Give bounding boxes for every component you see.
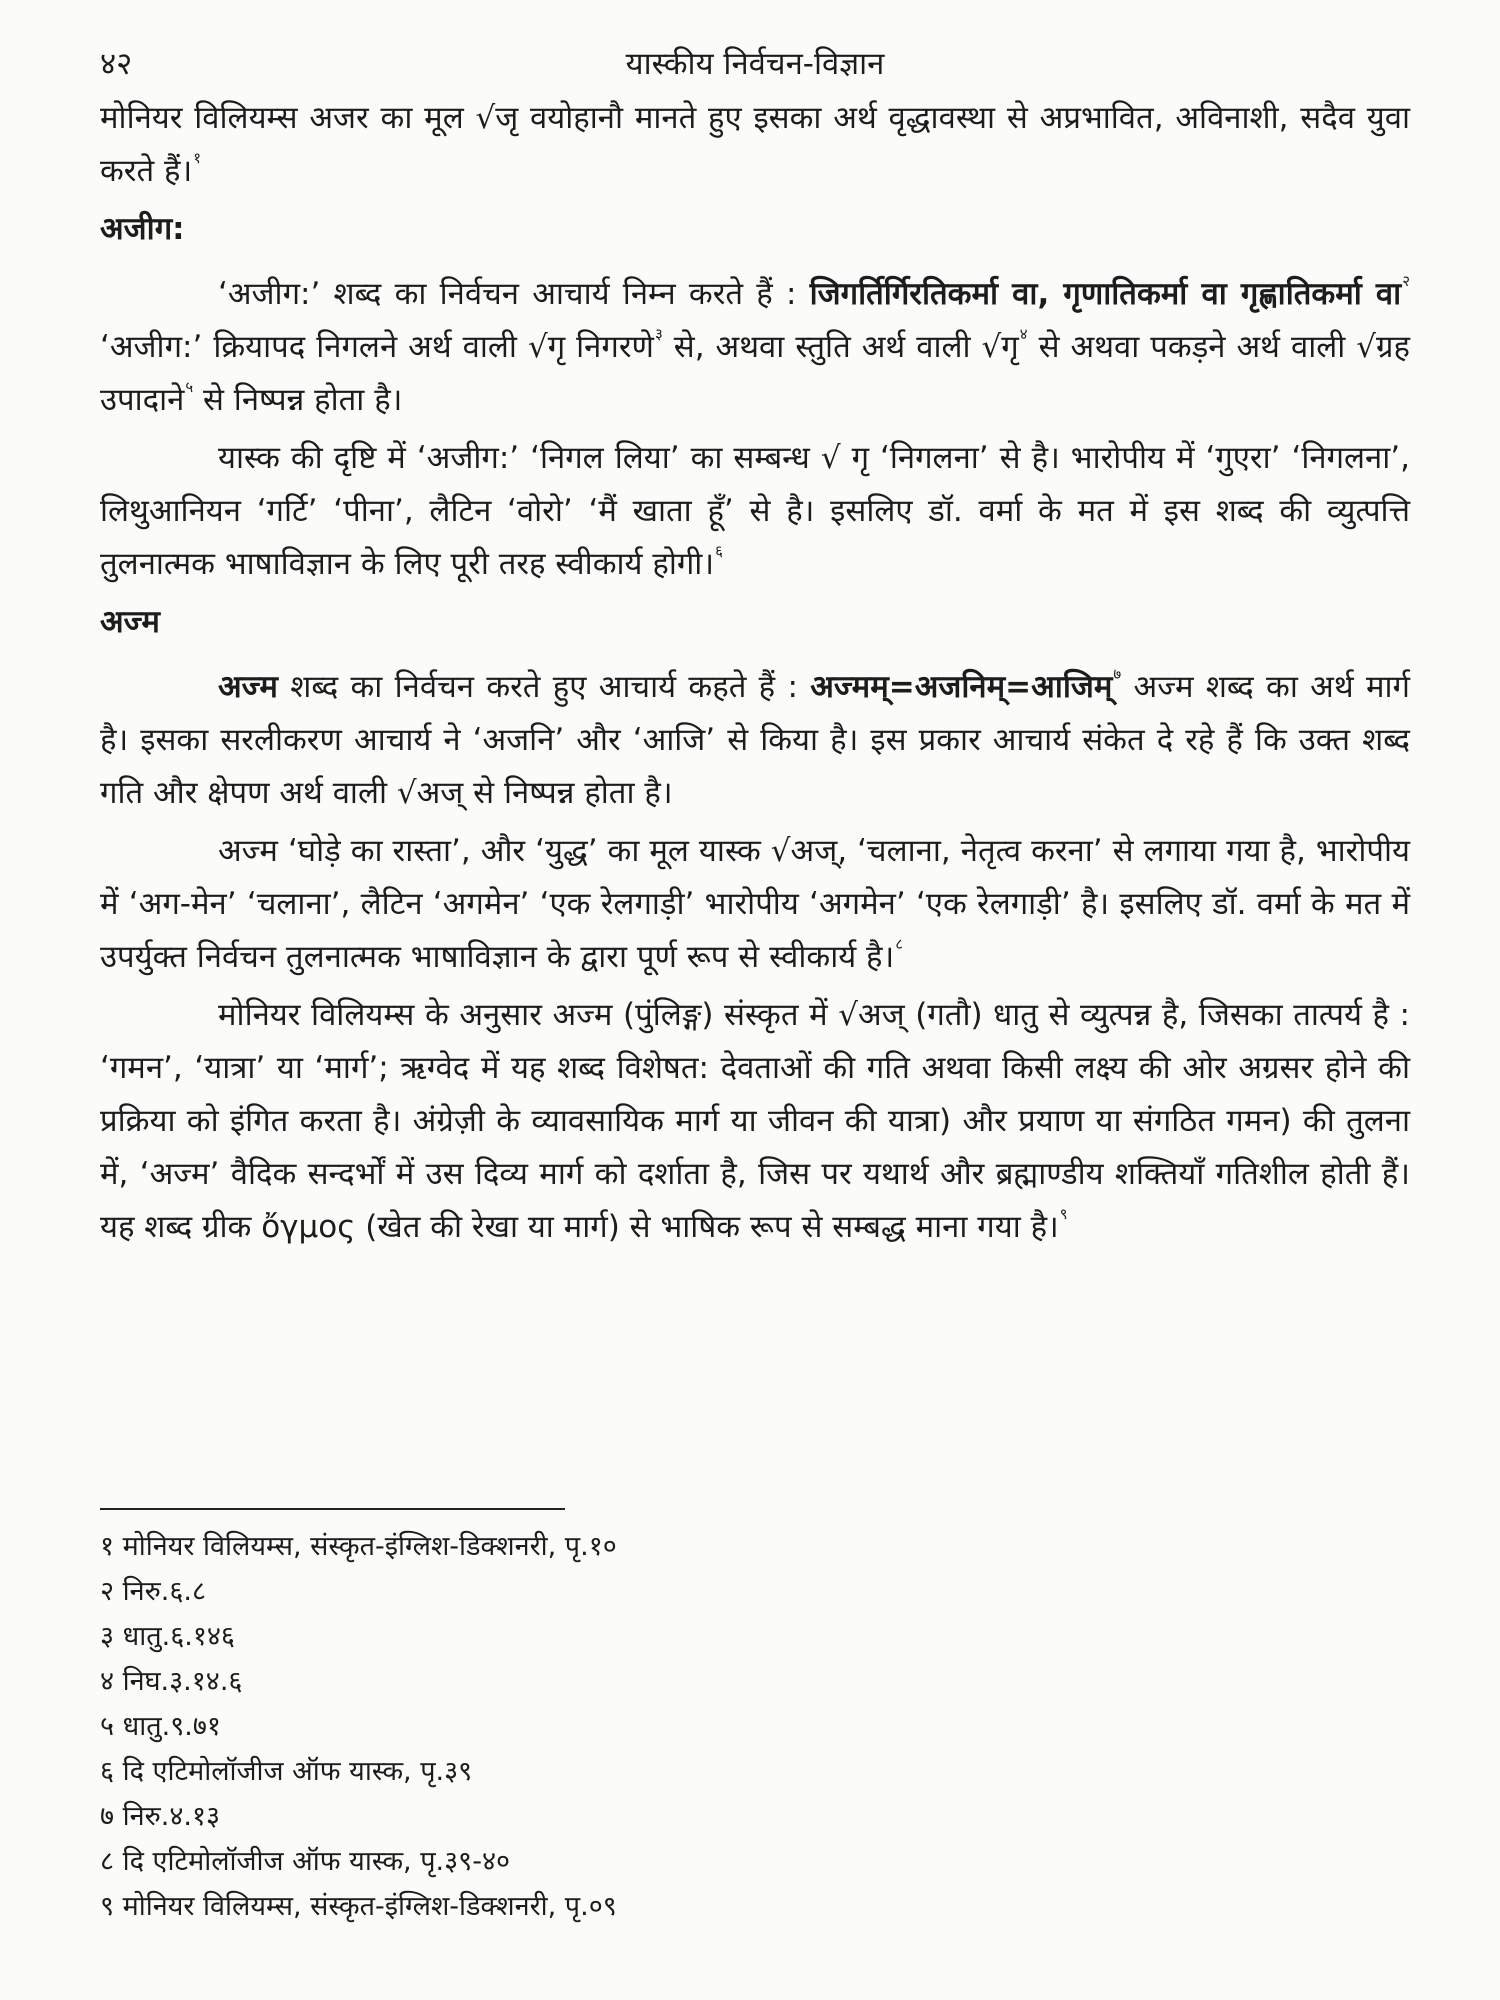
footnotes-list [100, 1524, 1100, 1929]
paragraph-ajiga-nirvachan: ‘अजीग:’ शब्द का निर्वचन आचार्य निम्न करते हैं : जिगर्तिर्गिरतिकर्मा वा, गृणातिकर्मा वा गृह्णातिकर्मा वा$^२$ ‘अजीग:’ क्रियापद निगलने अर्थ वाली √गृ निगरणे$^३$ से, अथवा स्तुति अर्थ वाली √गृ$^४$ से अथवा पकड़ने अर्थ वाली √ग्रह उपादाने$^५$ से निष्पन्न होता है। [100, 272, 1410, 418]
footnote-item: २ निरु.६.८ [100, 1576, 206, 1607]
footnote-ref: ७ [1113, 665, 1122, 683]
running-title: यास्कीय निर्वचन-विज्ञान [625, 46, 885, 82]
paragraph-ajma-comparative: अज्म ‘घोड़े का रास्ता’, और ‘युद्ध’ का मूल यास्क √अज्, ‘चलाना, नेतृत्व करना’ से लगाया गया है, भारोपीय में ‘अग-मेन’ ‘चलाना’, लैटिन ‘अगमेन’ ‘एक रेलगाड़ी’ भारोपीय ‘अगमेन’ ‘एक रेलगाड़ी’ है। इसलिए डॉ. वर्मा के मत में उपर्युक्त निर्वचन तुलनात्मक भाषाविज्ञान के द्वारा पूर्ण रूप से स्वीकार्य है।$^८$ [100, 833, 1410, 975]
footnote-item: ४ निघ.३.१४.६ [100, 1666, 243, 1697]
section-heading-ajma: अज्म [100, 604, 160, 640]
footnote-item: ६ दि एटिमोलॉजीज ऑफ यास्क, पृ.३९ [100, 1756, 473, 1787]
footnote-ref: ४ [1019, 325, 1028, 343]
footnote-item: ५ धातु.९.७१ [100, 1711, 221, 1742]
page-header [100, 42, 1410, 92]
paragraph-ajma-monier: मोनियर विलियम्स के अनुसार अज्म (पुंलिङ्ग) संस्कृत में √अज् (गतौ) धातु से व्युत्पन्न है, जिसका तात्पर्य है : ‘गमन’, ‘यात्रा’ या ‘मार्ग’; ऋग्वेद में यह शब्द विशेषत: देवताओं की गति अथवा किसी लक्ष्य की ओर अग्रसर होने की प्रक्रिया को इंगित करता है। अंग्रेज़ी के व्यावसायिक मार्ग या जीवन की यात्रा) और प्रयाण या संगठित गमन) की तुलना में, ‘अज्म’ वैदिक सन्दर्भों में उस दिव्य मार्ग को दर्शाता है, जिस पर यथार्थ और ब्रह्माण्डीय शक्तियाँ गतिशील होती हैं। यह शब्द ग्रीक ὄγμος (खेत की रेखा या मार्ग) से भाषिक रूप से सम्बद्ध माना गया है।$^९$ [100, 997, 1410, 1245]
paragraph-ajar: मोनियर विलियम्स अजर का मूल √जृ वयोहानौ मानते हुए इसका अर्थ वृद्धावस्था से अप्रभावित, अविनाशी, सदैव युवा करते हैं।$^१$ [100, 100, 1410, 189]
footnote-ref: ५ [185, 378, 194, 396]
paragraph-ajma-nirvachan: अज्म शब्द का निर्वचन करते हुए आचार्य कहते हैं : अज्मम्=अजनिम्=आजिम्$^७$ अज्म शब्द का अर्थ मार्ग है। इसका सरलीकरण आचार्य ने ‘अजनि’ और ‘आजि’ से किया है। इस प्रकार आचार्य संकेत दे रहे हैं कि उक्त शब्द गति और क्षेपण अर्थ वाली √अज् से निष्पन्न होता है। [100, 665, 1410, 811]
body-text [100, 92, 1410, 1254]
footnote-item: ७ निरु.४.१३ [100, 1801, 221, 1832]
footnote-item: १ मोनियर विलियम्स, संस्कृत-इंग्लिश-डिक्शनरी, पृ.१० [100, 1531, 617, 1562]
footnote-item: ८ दि एटिमोलॉजीज ऑफ यास्क, पृ.३९-४० [100, 1846, 511, 1877]
footnote-ref: २ [1402, 272, 1410, 290]
footnote-divider [100, 1508, 565, 1510]
footnote-item: ९ मोनियर विलियम्स, संस्कृत-इंग्लिश-डिक्शनरी, पृ.०९ [100, 1891, 617, 1922]
section-heading-ajiga: अजीग: [100, 211, 185, 247]
footnote-ref: ८ [895, 935, 904, 953]
footnote-ref: १ [193, 149, 202, 167]
footnote-ref: ३ [654, 325, 663, 343]
paragraph-ajiga-comparative: यास्क की दृष्टि में ‘अजीग:’ ‘निगल लिया’ का सम्बन्ध √ गृ ‘निगलना’ से है। भारोपीय में ‘गुएरा’ ‘निगलना’, लिथुआनियन ‘गर्टि’ ‘पीना’, लैटिन ‘वोरो’ ‘मैं खाता हूँ’ से है। इसलिए डॉ. वर्मा के मत में इस शब्द की व्युत्पत्ति तुलनात्मक भाषाविज्ञान के लिए पूरी तरह स्वीकार्य होगी।$^६$ [100, 440, 1410, 582]
page-number: ४२ [100, 46, 133, 82]
footnote-ref: ९ [1059, 1205, 1068, 1223]
footnote-ref: ६ [715, 542, 723, 560]
footnote-item: ३ धातु.६.१४६ [100, 1621, 235, 1652]
